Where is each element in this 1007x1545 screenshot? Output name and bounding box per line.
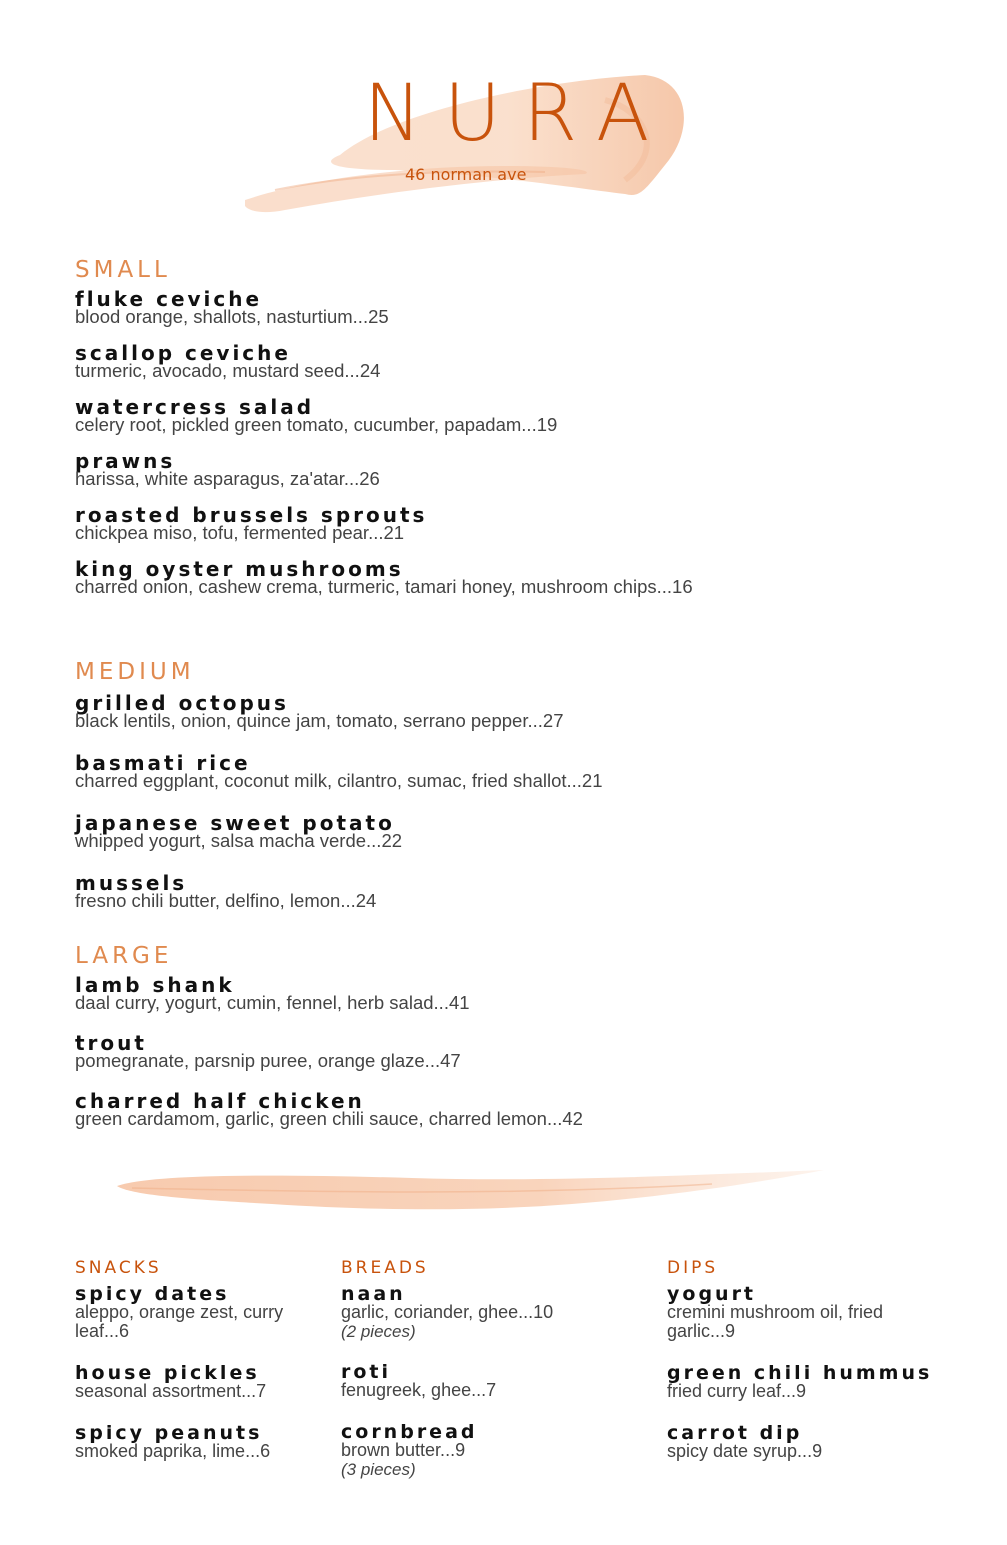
column-title: DIPS	[667, 1258, 719, 1278]
menu-item-name: lamb shank	[75, 973, 235, 997]
section-large	[75, 942, 583, 1129]
menu-item	[341, 1422, 611, 1479]
menu-item-name: roti	[341, 1361, 392, 1383]
menu-item-name: scallop ceviche	[75, 341, 291, 365]
menu-item-description: spicy date syrup...9	[667, 1441, 823, 1461]
menu-item	[75, 342, 693, 381]
menu-item-name: grilled octopus	[75, 691, 289, 715]
menu-item-description: fresno chili butter, delfino, lemon...24	[75, 890, 377, 911]
menu-item-name: spicy dates	[75, 1283, 230, 1305]
menu-item-description: fried curry leaf...9	[667, 1381, 807, 1401]
menu-item-description: harissa, white asparagus, za'atar...26	[75, 468, 380, 489]
menu-item-name: prawns	[75, 449, 176, 473]
menu-item-name: roasted brussels sprouts	[75, 503, 428, 527]
menu-item-description: aleppo, orange zest, curry leaf...6	[75, 1302, 284, 1341]
menu-item	[75, 1284, 345, 1341]
menu-item-name: watercress salad	[75, 395, 315, 419]
menu-item-name: yogurt	[667, 1283, 757, 1305]
menu-item-description: brown butter...9	[341, 1440, 466, 1460]
menu-item-description: chickpea miso, tofu, fermented pear...21	[75, 522, 405, 543]
menu-item	[75, 450, 693, 489]
menu-item	[75, 558, 693, 597]
menu-item-name: green chili hummus	[667, 1362, 933, 1384]
menu-item-description: black lentils, onion, quince jam, tomato, serrano pepper...27	[75, 710, 564, 731]
menu-item-description: blood orange, shallots, nasturtium...25	[75, 306, 389, 327]
column-title: SNACKS	[75, 1258, 162, 1278]
menu-item-description: green cardamom, garlic, green chili sauce, charred lemon...42	[75, 1108, 583, 1129]
menu-item-description: charred onion, cashew crema, turmeric, tamari honey, mushroom chips...16	[75, 576, 693, 597]
section-title: SMALL	[75, 257, 171, 283]
menu-item-description: daal curry, yogurt, cumin, fennel, herb salad...41	[75, 992, 470, 1013]
menu-item-name: king oyster mushrooms	[75, 557, 404, 581]
menu-item	[75, 692, 603, 731]
column-snacks	[75, 1257, 345, 1461]
menu-item-name: spicy peanuts	[75, 1422, 263, 1444]
menu-item-name: carrot dip	[667, 1422, 803, 1444]
menu-item-name: fluke ceviche	[75, 287, 263, 311]
section-small	[75, 256, 693, 597]
menu-item-name: trout	[75, 1031, 147, 1055]
menu-item	[75, 812, 603, 851]
menu-item-description: seasonal assortment...7	[75, 1381, 267, 1401]
menu-item-description: whipped yogurt, salsa macha verde...22	[75, 830, 403, 851]
restaurant-logo	[0, 69, 1007, 159]
restaurant-address: 46 norman ave	[405, 165, 527, 184]
menu-item-name: charred half chicken	[75, 1089, 365, 1113]
menu-item	[75, 1363, 345, 1401]
menu-item	[75, 1032, 583, 1071]
menu-item	[341, 1284, 611, 1341]
menu-item	[75, 504, 693, 543]
menu-item-description: smoked paprika, lime...6	[75, 1441, 271, 1461]
column-title: BREADS	[341, 1258, 429, 1278]
menu-item	[75, 288, 693, 327]
menu-item	[75, 974, 583, 1013]
menu-item-description: cremini mushroom oil, fried garlic...9	[667, 1302, 884, 1341]
menu-item-name: cornbread	[341, 1421, 478, 1443]
section-title: MEDIUM	[75, 659, 195, 685]
menu-item-description: fenugreek, ghee...7	[341, 1380, 497, 1400]
menu-item	[667, 1423, 937, 1461]
column-breads	[341, 1257, 611, 1479]
menu-item-description: celery root, pickled green tomato, cucumber, papadam...19	[75, 414, 558, 435]
menu-item-description: pomegranate, parsnip puree, orange glaze...47	[75, 1050, 461, 1071]
menu-item	[75, 1423, 345, 1461]
logo-text: NURA	[363, 69, 672, 159]
menu-item	[75, 752, 603, 791]
menu-item	[75, 872, 603, 911]
menu-item-note: (2 pieces)	[341, 1322, 416, 1341]
menu-item-description: turmeric, avocado, mustard seed...24	[75, 360, 381, 381]
menu-item-name: japanese sweet potato	[75, 811, 395, 835]
menu-item-name: house pickles	[75, 1362, 260, 1384]
menu-item-note: (3 pieces)	[341, 1460, 416, 1479]
menu-item-description: garlic, coriander, ghee...10	[341, 1302, 554, 1322]
menu-item-name: mussels	[75, 871, 188, 895]
column-dips	[667, 1257, 937, 1461]
menu-item	[341, 1362, 611, 1400]
brush-stroke-divider	[112, 1166, 827, 1216]
menu-item	[75, 396, 693, 435]
section-medium	[75, 658, 603, 911]
menu-item-description: charred eggplant, coconut milk, cilantro, sumac, fried shallot...21	[75, 770, 603, 791]
menu-item	[667, 1363, 937, 1401]
section-title: LARGE	[75, 943, 173, 969]
menu-item	[75, 1090, 583, 1129]
menu-item-name: naan	[341, 1283, 406, 1305]
menu-item	[667, 1284, 937, 1341]
menu-item-name: basmati rice	[75, 751, 251, 775]
